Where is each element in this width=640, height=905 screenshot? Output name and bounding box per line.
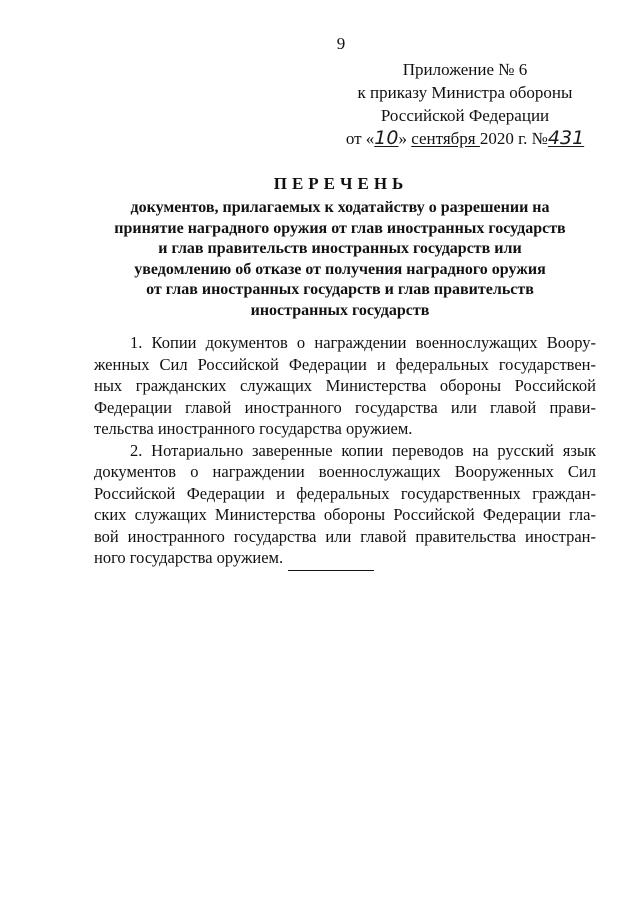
date-day-handwritten: 10 — [374, 127, 399, 149]
subtitle-line: и глав правительств иностранных государств или — [158, 240, 522, 257]
appendix-federation: Российской Федерации — [380, 106, 550, 125]
subtitle-line: от глав иностранных государств и глав правительств — [146, 281, 534, 298]
date-year: 2020 г. № — [479, 129, 548, 148]
appendix-date-line — [330, 127, 600, 150]
paragraph-line: документов о награждении военнослужащих Вооруженных Сил — [94, 462, 596, 481]
subtitle-line: принятие наградного оружия от глав иностранных государств — [114, 219, 566, 237]
date-mid: » — [398, 129, 412, 148]
paragraph-line: женных Сил Российской Федерации и федеральных государствен- — [94, 354, 596, 374]
paragraph-line: ного государства оружием. — [94, 548, 284, 567]
subtitle-line: иностранных государств — [250, 301, 430, 319]
document-subtitle — [84, 198, 596, 321]
end-divider — [288, 570, 374, 571]
paragraph-line: вой иностранного государства или главой правительства иностран- — [94, 526, 596, 546]
list-item-1 — [94, 332, 596, 440]
paragraph-line: ных гражданских служащих Министерства обороны Российской — [94, 376, 596, 395]
appendix-title: Приложение № 6 — [402, 60, 528, 79]
date-prefix: от « — [345, 129, 375, 148]
appendix-order-ref: к приказу Министра обороны — [357, 83, 573, 102]
document-title: ПЕРЕЧЕНЬ — [273, 174, 409, 193]
subtitle-line: уведомлению об отказе от получения наградного оружия — [134, 260, 546, 278]
paragraph-line: Российской Федерации и федеральных государственных граждан- — [94, 483, 596, 503]
document-body — [94, 332, 596, 569]
list-item-2 — [94, 440, 596, 569]
paragraph-line: 2. Нотариально заверенные копии переводов на русский язык — [130, 440, 596, 460]
date-month: сентября — [411, 129, 480, 148]
paragraph-line: тельства иностранного государства оружием. — [94, 419, 413, 438]
paragraph-line: ских служащих Министерства обороны Российской Федерации гла- — [94, 505, 596, 524]
order-number-handwritten: 431 — [547, 127, 585, 149]
paragraph-line: Федерации главой иностранного государства или главой прави- — [94, 397, 596, 417]
appendix-header — [330, 58, 600, 150]
paragraph-line: 1. Копии документов о награждении военнослужащих Воору- — [130, 333, 596, 352]
subtitle-line: документов, прилагаемых к ходатайству о разрешении на — [130, 199, 550, 216]
page-number: 9 — [336, 34, 346, 53]
